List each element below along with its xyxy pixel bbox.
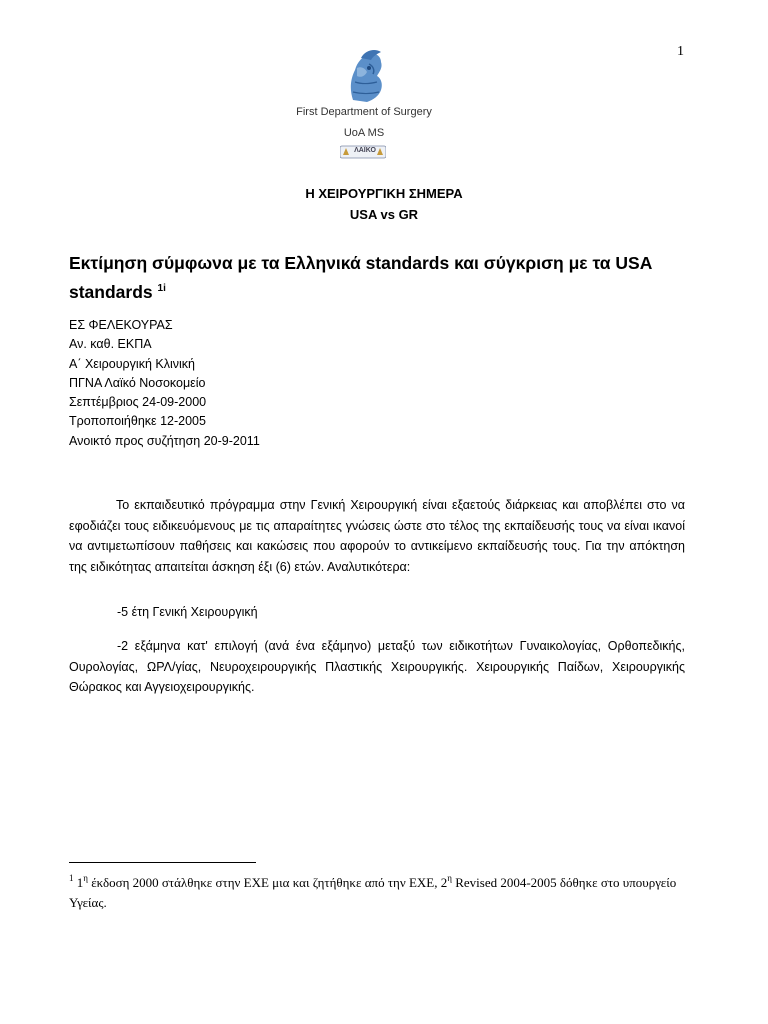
department-logo [282,44,446,174]
author-clinic: Α΄ Χειρουργική Κλινική [69,356,195,371]
document-date: Σεπτέμβριος 24-09-2000 [69,395,207,410]
list-item: -5 έτη Γενική Χειρουργική [117,605,258,619]
page-number: 1 [677,44,684,59]
author-title: Αν. καθ. ΕΚΠΑ [69,337,152,352]
section-heading-text: Εκτίμηση σύμφωνα με τα Ελληνικά standards και σύγκριση με τα USA standards [69,253,652,302]
paragraph [69,636,685,698]
document-title: Η ΧΕΙΡΟΥΡΓΙΚΗ ΣΗΜΕΡΑ [305,186,463,201]
footnote-text: έκδοση 2000 στάλθηκε στην ΕΧΕ μια και ζητήθηκε από την ΕΧΕ, 2 [87,875,448,890]
discussion-date: Ανοικτό προς συζήτηση 20-9-2011 [69,433,260,448]
athena-crest-icon [339,48,391,104]
paragraph [69,495,685,578]
section-heading [69,250,699,305]
author-hospital: ΠΓΝΑ Λαϊκό Νοσοκομείο [69,375,206,390]
hospital-logo-label: ΛΑΪΚΟ [354,147,376,154]
footnote-lead: 1 [76,875,84,890]
footnote-marker: 1 [69,873,74,883]
footnote-lead-sup: η [83,873,88,883]
university-name: UoA MS [343,127,385,139]
author-block [69,316,260,451]
heading-footnote-ref[interactable]: 1i [157,283,166,294]
document-subtitle: USA vs GR [349,207,419,222]
author-name: ΕΣ ΦΕΛΕΚΟΥΡΑΣ [69,318,173,332]
paragraph-text: Το εκπαιδευτικό πρόγραμμα στην Γενική Χειρουργική είναι εξαετούς διάρκειας και αποβλέπει στο να εφοδιάζει τους ειδικευόμενους με τις απαραίτητες γνώσεις ώστε στο τέλος της εκπαίδευσής τους να είναι ικανοί να αντιμετωπίσουν παθήσεις και κακώσεις που αφορούν το αντικείμενο εκπαίδευσής τους. Για την απόκτηση της ειδικότητας απαιτείται άσκηση έξι (6) ετών. Αναλυτικότερα: [69,498,685,575]
footnote-separator [69,862,256,863]
paragraph-text: -2 εξάμηνα κατ' επιλογή (ανά ένα εξάμηνο) μεταξύ των ειδικοτήτων Γυναικολογίας, Ορθοπεδικής, Ουρολογίας, ΩΡΛ/γίας, Νευροχειρουργικής Πλαστικής Χειρουργικής. Χειρουργικής Παίδων, Χειρουργικής Θώρακος και Αγγειοχειρουργικής. [69,639,685,695]
footnote-sup: η [447,873,452,883]
footnote-text-end: Revised 2004-2005 δόθηκε στο υπουργείο Υγείας. [69,875,677,910]
footnote [69,868,689,913]
department-name: First Department of Surgery [296,106,432,118]
revision-date: Τροποποιήθηκε 12-2005 [69,414,206,429]
